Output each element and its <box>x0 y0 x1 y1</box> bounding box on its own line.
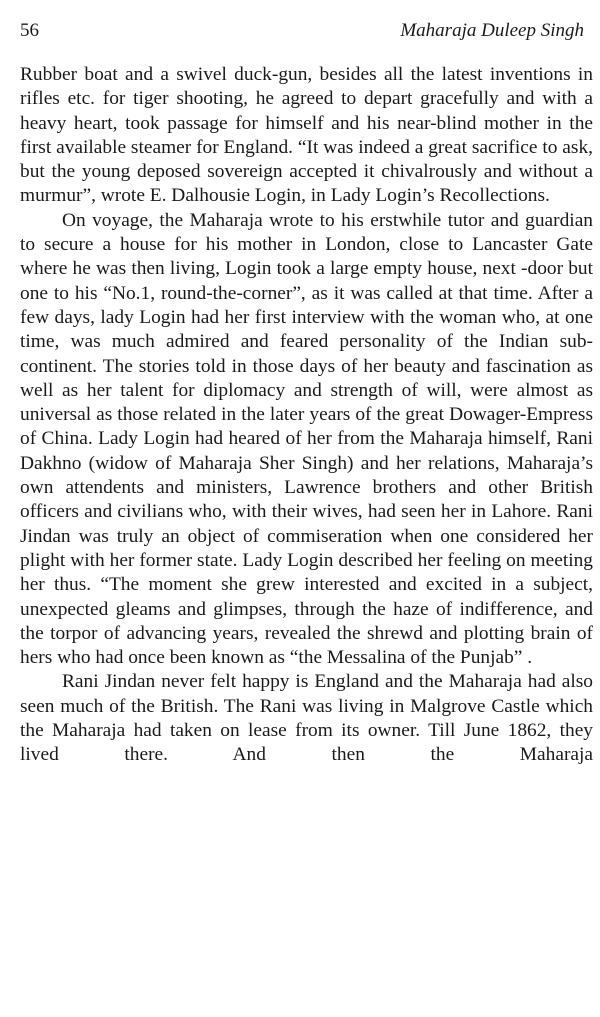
paragraph-3: Rani Jindan never felt happy is England and the Maharaja had also seen much of the British. The Rani was living in Malgrove Castle which the Maharaja had taken on lease from its owner. Till June 1862, they lived there. And then the Maharaja <box>20 671 593 766</box>
page-number: 56 <box>20 20 39 41</box>
running-head: Maharaja Duleep Singh <box>400 20 584 41</box>
page-header <box>20 20 584 46</box>
paragraph-2: On voyage, the Maharaja wrote to his erstwhile tutor and guardian to secure a house for his mother in London, close to Lancaster Gate where he was then living, Login took a large empty house, next -door but one to his “No.1, round-the-corner”, as it was called at that time. After a few days, lady Login had her first interview with the woman who, at one time, was much admired and feared personality of the Indian sub-continent. The stories told in those days of her beauty and fascination as well as her talent for diplomacy and strength of will, were almost as universal as those related in the later years of the great Dowager-Empress of China. Lady Login had heared of her from the Maharaja himself, Rani Dakhno (widow of Maharaja Sher Singh) and her relations, Maharaja’s own attendents and ministers, Lawrence brothers and other British officers and civilians who, with their wives, had seen her in Lahore. Rani Jindan was truly an object of commiseration when one considered her plight with her former state. Lady Login described her feeling on meeting her thus. “The moment she grew interested and excited in a subject, unexpected gleams and glimpses, through the haze of indifference, and the torpor of advancing years, revealed the shrewd and plotting brain of hers who had once been known as “the Messalina of the Punjab” . <box>20 209 593 669</box>
body-text <box>20 63 593 768</box>
paragraph-1: Rubber boat and a swivel duck-gun, besides all the latest inventions in rifles etc. for tiger shooting, he agreed to depart gracefully and with a heavy heart, took passage for himself and his near-blind mother in the first available steamer for England. “It was indeed a great sacrifice to ask, but the young deposed sovereign accepted it chivalrously and without a murmur”, wrote E. Dalhousie Login, in Lady Login’s Recollections. <box>20 64 593 207</box>
